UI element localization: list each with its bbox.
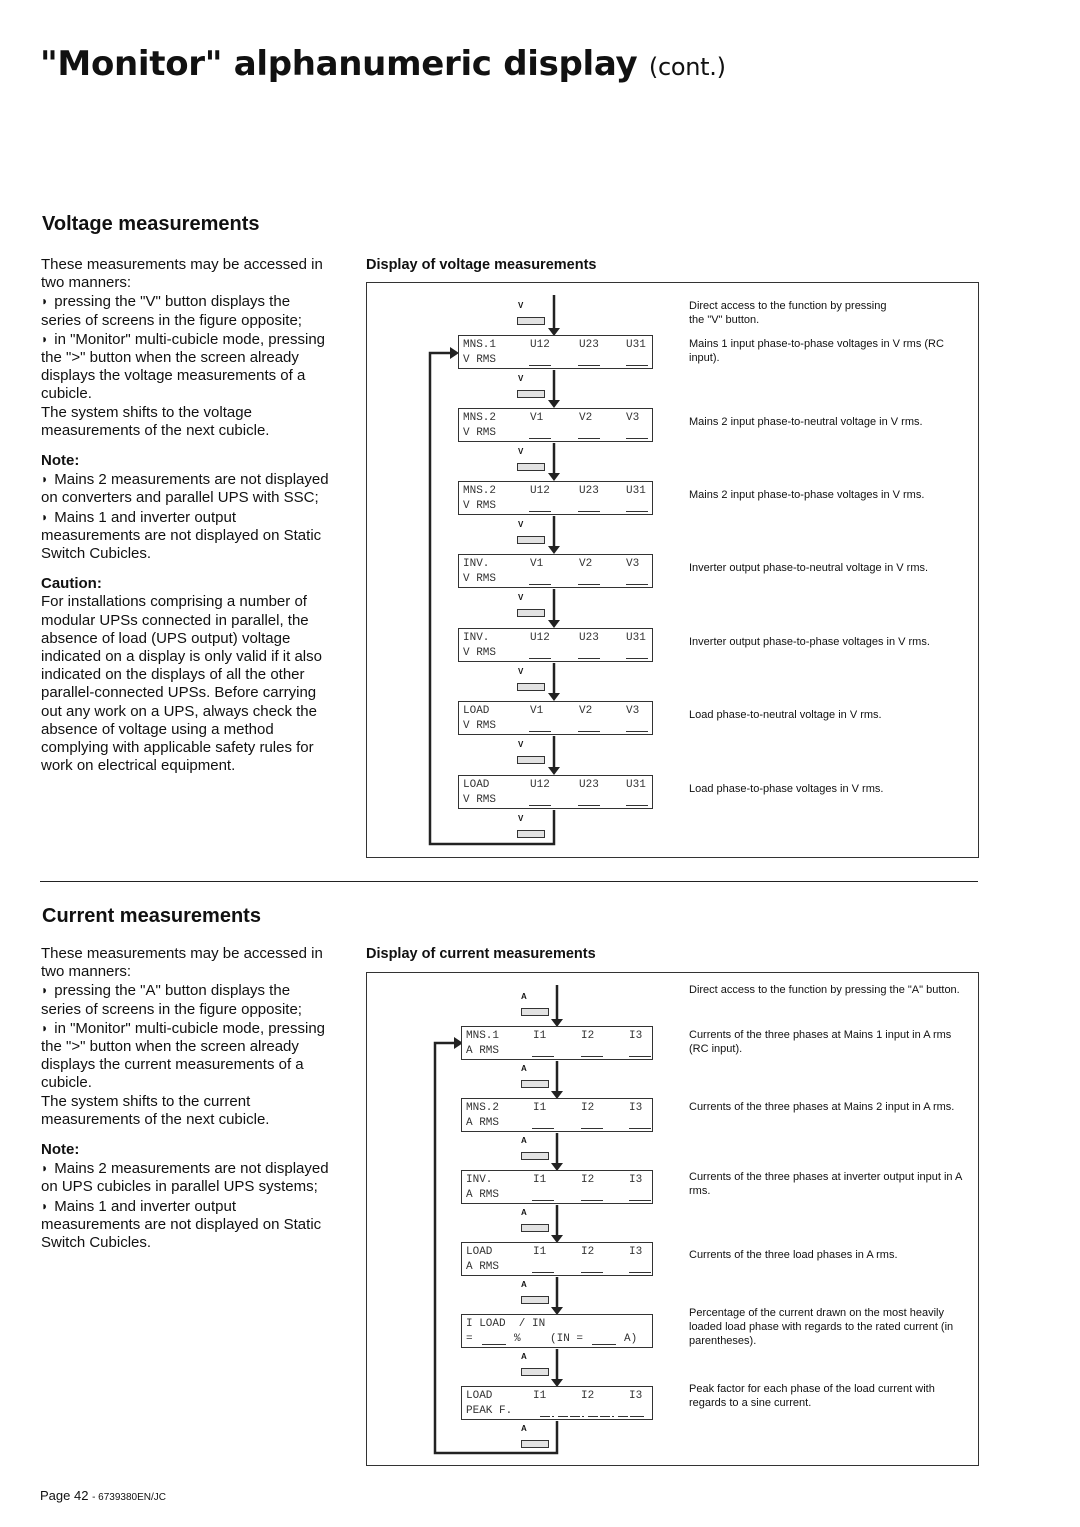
a-button-label: A [521, 992, 527, 1001]
lcd-value-blank [540, 1416, 550, 1417]
lcd-unit: V RMS [463, 720, 497, 732]
current-after: The system shifts to the current measurements of the next cubicle. [41, 1092, 270, 1128]
a-button-label: A [521, 1352, 527, 1361]
lcd-line-1 [466, 1318, 650, 1331]
lcd-value-blank [532, 1200, 554, 1201]
v-screen-desc: Inverter output phase-to-phase voltages in V rms. [689, 636, 930, 648]
lcd-value-blank [629, 1272, 651, 1273]
lcd-field: MNS.2 [463, 412, 497, 424]
lcd-line-2 [463, 427, 651, 440]
lcd-value-blank [630, 1416, 644, 1417]
lcd-field: I LOAD / IN [466, 1318, 546, 1330]
v-screen-desc: Mains 1 input phase-to-phase voltages in V rms (RC input). [689, 338, 944, 364]
lcd-field: I3 [629, 1390, 643, 1402]
lcd-field: U23 [579, 339, 599, 351]
voltage-intro: These measurements may be accessed in two manners: [41, 256, 323, 292]
lcd-screen [461, 1170, 653, 1204]
a-button[interactable] [521, 1008, 549, 1016]
lcd-value-blank [626, 365, 648, 366]
lcd-line-1 [466, 1030, 650, 1043]
lcd-field: INV. [463, 632, 490, 644]
lcd-value-blank [588, 1416, 598, 1417]
lcd-value-blank [529, 658, 551, 659]
lcd-value-blank [578, 731, 600, 732]
current-intro: These measurements may be accessed in two manners: [41, 945, 323, 981]
lcd-line-2 [466, 1189, 650, 1202]
v-button-label: V [518, 593, 524, 602]
lcd-value-blank [629, 1200, 651, 1201]
page-title-main: "Monitor" alphanumeric display [40, 44, 638, 84]
lcd-line-1 [463, 779, 651, 792]
footer-page-number: Page 42 [40, 1488, 89, 1503]
lcd-value-blank [578, 658, 600, 659]
lcd-field: MNS.2 [466, 1102, 500, 1114]
current-heading: Current measurements [42, 905, 261, 927]
lcd-field: I3 [629, 1102, 643, 1114]
lcd-line-2 [463, 500, 651, 513]
lcd-line-2 [463, 354, 651, 367]
a-screen-desc: Peak factor for each phase of the load current with regards to a sine current. [689, 1383, 935, 1409]
v-screen-desc: Inverter output phase-to-neutral voltage in V rms. [689, 562, 929, 574]
lcd-line-2 [463, 794, 651, 807]
lcd-unit: A RMS [466, 1117, 500, 1129]
lcd-screen [458, 628, 653, 662]
lcd-value-blank [592, 1344, 616, 1345]
v-screen-desc: Load phase-to-neutral voltage in V rms. [689, 709, 882, 721]
lcd-field: A) [624, 1333, 638, 1345]
lcd-line-1 [466, 1102, 650, 1115]
v-button[interactable] [517, 830, 545, 838]
lcd-field: I3 [629, 1030, 643, 1042]
lcd-field: I2 [581, 1174, 595, 1186]
a-screen-desc: Currents of the three load phases in A rms. [689, 1249, 898, 1261]
lcd-unit: V RMS [463, 500, 497, 512]
lcd-line-1 [463, 558, 651, 571]
lcd-line-2 [466, 1045, 650, 1058]
lcd-field: I1 [533, 1030, 547, 1042]
v-button-label: V [518, 447, 524, 456]
a-screen-desc: Currents of the three phases at inverter output input in A rms. [689, 1171, 962, 1197]
lcd-value-blank [578, 584, 600, 585]
current-note-2: ◗ Mains 1 and inverter output measurements are not displayed on Static Switch Cubicles. [41, 1197, 331, 1253]
lcd-field: MNS.1 [466, 1030, 500, 1042]
lcd-field: I3 [629, 1174, 643, 1186]
lcd-unit: A RMS [466, 1045, 500, 1057]
lcd-value-blank [532, 1272, 554, 1273]
lcd-unit: V RMS [463, 573, 497, 585]
lcd-value-blank [532, 1056, 554, 1057]
voltage-bullet-1: ◗ pressing the "V" button displays the series of screens in the figure opposite; [41, 292, 331, 329]
v-button-label: V [518, 520, 524, 529]
v-screen-desc: Mains 2 input phase-to-neutral voltage in V rms. [689, 416, 923, 428]
current-bullet-1: ◗ pressing the "A" button displays the series of screens in the figure opposite; [41, 981, 331, 1018]
current-note-1: ◗ Mains 2 measurements are not displayed on UPS cubicles in parallel UPS systems; [41, 1159, 331, 1196]
v-screen-desc: Load phase-to-phase voltages in V rms. [689, 783, 884, 795]
current-figure-title: Display of current measurements [366, 946, 596, 962]
lcd-field: LOAD [463, 779, 490, 791]
lcd-field: U31 [626, 485, 646, 497]
lcd-value-blank [558, 1416, 568, 1417]
lcd-unit: V RMS [463, 794, 497, 806]
a-screen-desc: Currents of the three phases at Mains 1 input in A rms (RC input). [689, 1029, 952, 1055]
lcd-field: V1 [530, 558, 544, 570]
lcd-line-2 [463, 647, 651, 660]
lcd-value-blank [578, 511, 600, 512]
lcd-screen [458, 335, 653, 369]
voltage-bullet-2: ◗ in "Monitor" multi-cubicle mode, pressing the ">" button when the screen already displays the voltage measurements of a cubicle. [41, 330, 331, 404]
footer-doc-code: - 6739380EN/JC [92, 1492, 166, 1503]
lcd-value-blank [626, 438, 648, 439]
v-button[interactable] [517, 756, 545, 764]
lcd-field: V3 [626, 412, 640, 424]
lcd-field: U12 [530, 779, 550, 791]
lcd-field: V1 [530, 705, 544, 717]
a-button[interactable] [521, 1368, 549, 1376]
lcd-value-blank [552, 1416, 554, 1417]
lcd-field: I1 [533, 1102, 547, 1114]
lcd-unit: V RMS [463, 427, 497, 439]
lcd-value-blank [570, 1416, 580, 1417]
lcd-field: U12 [530, 339, 550, 351]
lcd-line-2 [466, 1333, 650, 1346]
lcd-field: I1 [533, 1174, 547, 1186]
v-button[interactable] [517, 683, 545, 691]
voltage-note-label: Note: [41, 452, 80, 470]
voltage-note-1: ◗ Mains 2 measurements are not displayed on converters and parallel UPS with SSC; [41, 470, 331, 507]
lcd-line-2 [466, 1117, 650, 1130]
lcd-value-blank [581, 1056, 603, 1057]
lcd-screen [461, 1242, 653, 1276]
lcd-screen [461, 1098, 653, 1132]
lcd-value-blank [578, 365, 600, 366]
lcd-line-1 [466, 1246, 650, 1259]
a-button-label: A [521, 1280, 527, 1289]
lcd-field: LOAD [463, 705, 490, 717]
lcd-line-2 [466, 1405, 650, 1418]
lcd-line-2 [463, 573, 651, 586]
lcd-field: V3 [626, 705, 640, 717]
a-button-label: A [521, 1064, 527, 1073]
lcd-line-1 [463, 705, 651, 718]
lcd-value-blank [529, 511, 551, 512]
lcd-value-blank [482, 1344, 506, 1345]
lcd-field: I2 [581, 1030, 595, 1042]
lcd-unit: V RMS [463, 647, 497, 659]
lcd-line-1 [466, 1174, 650, 1187]
lcd-value-blank [578, 438, 600, 439]
lcd-screen [458, 481, 653, 515]
lcd-value-blank [529, 438, 551, 439]
lcd-field: U23 [579, 632, 599, 644]
lcd-field: I3 [629, 1246, 643, 1258]
v-screen-desc: Mains 2 input phase-to-phase voltages in V rms. [689, 489, 925, 501]
lcd-field: MNS.2 [463, 485, 497, 497]
v-button[interactable] [517, 609, 545, 617]
page-title [40, 44, 726, 84]
lcd-value-blank [581, 1272, 603, 1273]
lcd-field: V2 [579, 558, 593, 570]
lcd-value-blank [582, 1416, 584, 1417]
lcd-value-blank [629, 1128, 651, 1129]
lcd-field: LOAD [466, 1246, 493, 1258]
v-button[interactable] [517, 463, 545, 471]
a-button[interactable] [521, 1152, 549, 1160]
lcd-value-blank [532, 1128, 554, 1129]
lcd-value-blank [629, 1056, 651, 1057]
lcd-value-blank [529, 365, 551, 366]
lcd-field: INV. [466, 1174, 493, 1186]
lcd-field: U31 [626, 339, 646, 351]
lcd-field: (IN = [550, 1333, 584, 1345]
lcd-value-blank [626, 658, 648, 659]
lcd-value-blank [626, 805, 648, 806]
lcd-line-2 [463, 720, 651, 733]
lcd-value-blank [529, 805, 551, 806]
a-button[interactable] [521, 1440, 549, 1448]
lcd-field: V1 [530, 412, 544, 424]
a-screen-desc: Currents of the three phases at Mains 2 input in A rms. [689, 1101, 955, 1113]
current-text [41, 945, 331, 1252]
current-bullet-2: ◗ in "Monitor" multi-cubicle mode, pressing the ">" button when the screen already displays the current measurements of a cubicle. [41, 1019, 331, 1093]
lcd-field: V2 [579, 705, 593, 717]
lcd-field: I2 [581, 1246, 595, 1258]
lcd-screen [458, 775, 653, 809]
v-button-label: V [518, 667, 524, 676]
lcd-field: I2 [581, 1102, 595, 1114]
lcd-screen [461, 1314, 653, 1348]
a-button-label: A [521, 1136, 527, 1145]
lcd-screen [461, 1026, 653, 1060]
v-button-label: V [518, 301, 524, 310]
lcd-value-blank [626, 731, 648, 732]
lcd-field: U31 [626, 632, 646, 644]
lcd-screen [458, 554, 653, 588]
lcd-field: I2 [581, 1390, 595, 1402]
lcd-screen [461, 1386, 653, 1420]
section-divider [40, 881, 978, 882]
v-button[interactable] [517, 536, 545, 544]
voltage-caution: For installations comprising a number of modular UPSs connected in parallel, the absence of load (UPS output) voltage indicated on a display is only valid if it also indicated on the displays of all the other parallel-connected UPSs. Before carrying out any work on a UPS, always check the absence of voltage using a method complying with applicable safety rules for work on electrical equipment. [41, 593, 322, 775]
a-button-label: A [521, 1208, 527, 1217]
lcd-line-2 [466, 1261, 650, 1274]
lcd-value-blank [581, 1128, 603, 1129]
current-top-desc: Direct access to the function by pressing the "A" button. [689, 984, 960, 996]
lcd-line-1 [463, 339, 651, 352]
lcd-line-1 [466, 1390, 650, 1403]
lcd-field: U12 [530, 485, 550, 497]
v-button[interactable] [517, 390, 545, 398]
a-screen-desc: Percentage of the current drawn on the most heavily loaded load phase with regards to the rated current (in parentheses). [689, 1307, 954, 1347]
lcd-field: U31 [626, 779, 646, 791]
lcd-value-blank [612, 1416, 614, 1417]
lcd-unit: A RMS [466, 1189, 500, 1201]
page-title-cont: (cont.) [648, 53, 726, 81]
voltage-top-desc: Direct access to the function by pressing the "V" button. [689, 300, 887, 326]
lcd-unit: A RMS [466, 1261, 500, 1273]
lcd-value-blank [626, 584, 648, 585]
lcd-field: = [466, 1333, 473, 1345]
lcd-field: I1 [533, 1246, 547, 1258]
lcd-value-blank [529, 731, 551, 732]
voltage-after: The system shifts to the voltage measurements of the next cubicle. [41, 403, 270, 439]
lcd-field: LOAD [466, 1390, 493, 1402]
lcd-line-1 [463, 485, 651, 498]
voltage-figure [366, 282, 979, 858]
voltage-figure-title: Display of voltage measurements [366, 257, 597, 273]
lcd-value-blank [600, 1416, 610, 1417]
lcd-field: % [514, 1333, 521, 1345]
lcd-line-1 [463, 632, 651, 645]
lcd-field: U23 [579, 779, 599, 791]
lcd-value-blank [581, 1200, 603, 1201]
lcd-unit: PEAK F. [466, 1405, 513, 1417]
lcd-field: INV. [463, 558, 490, 570]
voltage-text [41, 256, 331, 775]
v-button-label: V [518, 814, 524, 823]
lcd-value-blank [578, 805, 600, 806]
lcd-screen [458, 408, 653, 442]
v-button-label: V [518, 740, 524, 749]
voltage-heading: Voltage measurements [42, 213, 260, 235]
lcd-line-1 [463, 412, 651, 425]
lcd-field: V3 [626, 558, 640, 570]
current-note-label: Note: [41, 1141, 80, 1159]
lcd-field: I1 [533, 1390, 547, 1402]
v-button[interactable] [517, 317, 545, 325]
lcd-field: V2 [579, 412, 593, 424]
a-button[interactable] [521, 1224, 549, 1232]
v-button-label: V [518, 374, 524, 383]
lcd-field: MNS.1 [463, 339, 497, 351]
lcd-value-blank [529, 584, 551, 585]
lcd-field: U12 [530, 632, 550, 644]
lcd-value-blank [618, 1416, 628, 1417]
a-button[interactable] [521, 1296, 549, 1304]
page-footer [40, 1488, 166, 1503]
lcd-screen [458, 701, 653, 735]
lcd-field: U23 [579, 485, 599, 497]
lcd-unit: V RMS [463, 354, 497, 366]
a-button-label: A [521, 1424, 527, 1433]
current-figure [366, 972, 979, 1466]
voltage-note-2: ◗ Mains 1 and inverter output measurements are not displayed on Static Switch Cubicles. [41, 508, 331, 564]
lcd-value-blank [626, 511, 648, 512]
voltage-caution-label: Caution: [41, 575, 102, 593]
a-button[interactable] [521, 1080, 549, 1088]
